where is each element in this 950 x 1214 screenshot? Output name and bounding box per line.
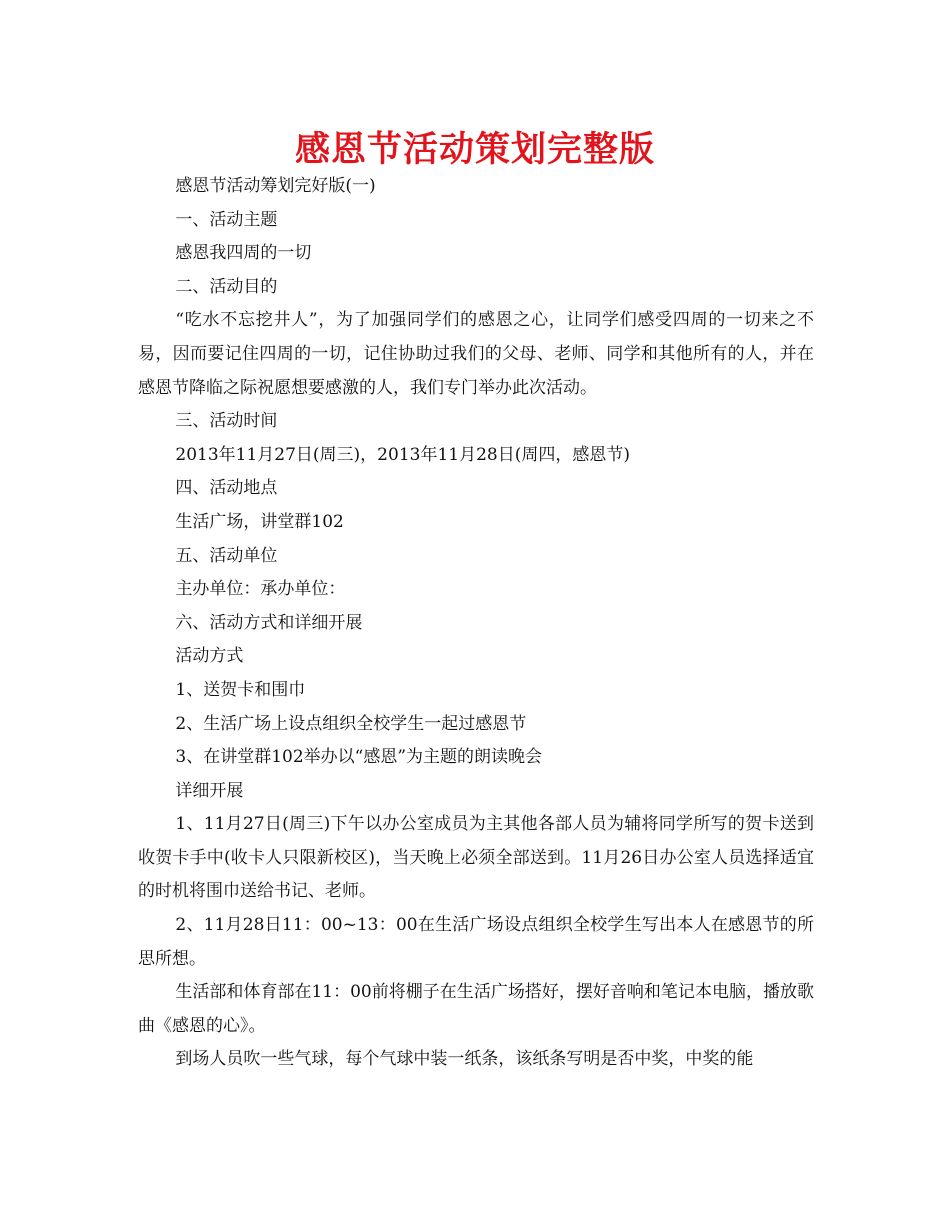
list-item: 3、在讲堂群102举办以“感恩”为主题的朗读晚会	[175, 747, 543, 768]
paragraph-detail-2: 2、11月28日11：00~13：00在生活广场设点组织全校学生写出本人在感恩节的所思所想。	[138, 915, 814, 969]
paragraph-detail-3: 生活部和体育部在11：00前将棚子在生活广场搭好，摆好音响和笔记本电脑，播放歌曲《感恩的心》。	[138, 982, 814, 1036]
document-title: 感恩节活动策划完整版	[294, 130, 655, 170]
heading-activity-location: 四、活动地点	[175, 478, 278, 499]
document-body	[138, 170, 814, 1077]
list-item: 1、送贺卡和围巾	[175, 679, 306, 700]
paragraph-units: 主办单位：承办单位：	[175, 579, 346, 600]
list-item: 2、生活广场上设点组织全校学生一起过感恩节	[175, 713, 527, 734]
paragraph-theme: 感恩我四周的一切	[175, 243, 312, 264]
heading-activity-time: 三、活动时间	[175, 411, 278, 432]
heading-activity-method: 六、活动方式和详细开展	[175, 612, 363, 633]
subheading-method: 活动方式	[175, 646, 244, 667]
heading-activity-theme: 一、活动主题	[175, 209, 278, 230]
paragraph-location: 生活广场，讲堂群102	[175, 511, 344, 532]
paragraph-subtitle: 感恩节活动筹划完好版(一)	[175, 176, 376, 196]
paragraph-detail-4: 到场人员吹一些气球，每个气球中装一纸条，该纸条写明是否中奖，中奖的能	[175, 1049, 754, 1070]
heading-activity-units: 五、活动单位	[175, 545, 278, 566]
subheading-details: 详细开展	[175, 780, 244, 801]
paragraph-purpose: “吃水不忘挖井人”，为了加强同学们的感恩之心，让同学们感受四周的一切来之不易，因而要记住四周的一切，记住协助过我们的父母、老师、同学和其他所有的人，并在感恩节降临之际祝愿想要感激的人，我们专门举办此次活动。	[138, 310, 814, 398]
paragraph-time: 2013年11月27日(周三)，2013年11月28日(周四，感恩节)	[175, 444, 630, 465]
heading-activity-purpose: 二、活动目的	[175, 276, 278, 297]
paragraph-detail-1: 1、11月27日(周三)下午以办公室成员为主其他各部人员为辅将同学所写的贺卡送到收贺卡手中(收卡人只限新校区)，当天晚上必须全部送到。11月26日办公室人员选择适宜的时机将围巾送给书记、老师。	[138, 814, 814, 902]
